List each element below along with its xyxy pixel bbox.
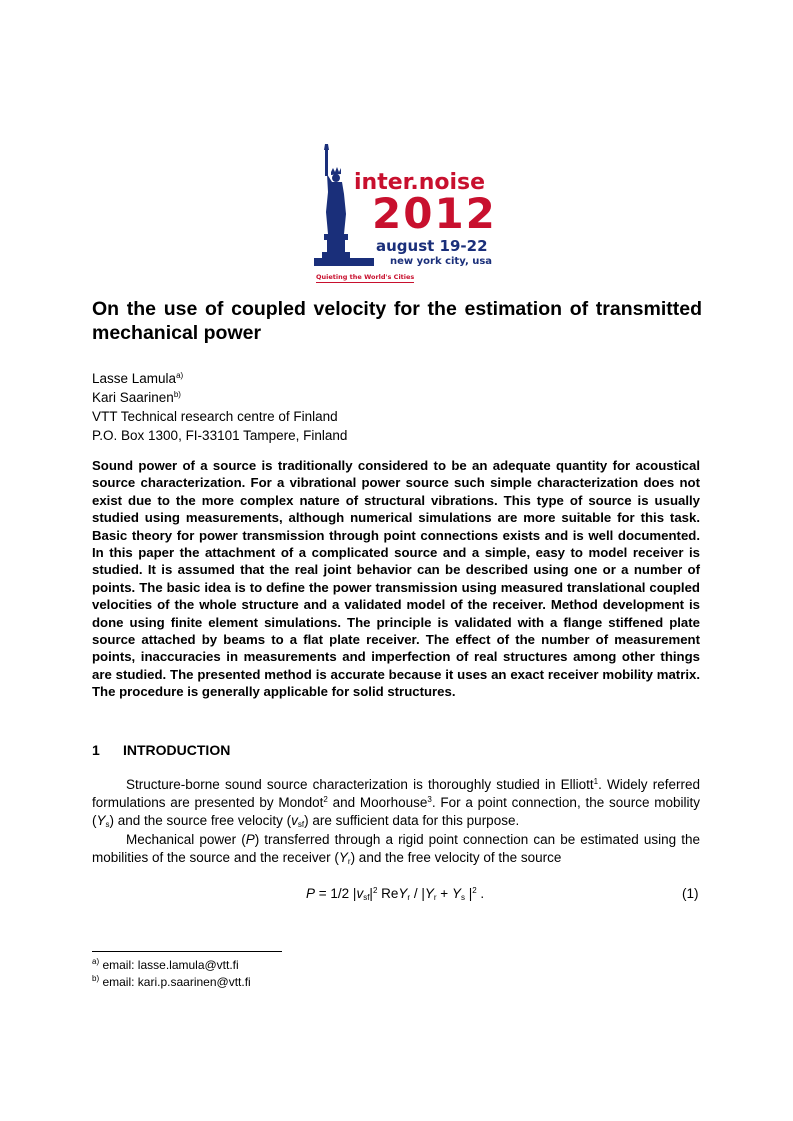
eq-symbol: v <box>356 886 364 901</box>
author-name: Lasse Lamula <box>92 371 177 386</box>
logo-year: 2012 <box>372 189 497 238</box>
text-run: . For a point connection, the source mobility ( <box>92 795 700 829</box>
logo-city: new york city, usa <box>390 256 493 267</box>
section-number: 1 <box>92 742 100 758</box>
footnote-divider <box>92 951 282 952</box>
footnote-text: email: kari.p.saarinen@vtt.fi <box>99 975 251 989</box>
eq-subscript: r <box>433 893 437 902</box>
equation-number: (1) <box>682 886 699 901</box>
subscript: sf <box>297 820 305 830</box>
logo-tagline: Quieting the World's Cities <box>316 273 415 281</box>
footnotes <box>92 957 251 991</box>
symbol: Y <box>96 813 106 829</box>
paragraph <box>92 776 700 831</box>
footnote-mark: b) <box>92 974 100 983</box>
eq-text: = 1/2 | <box>315 886 357 901</box>
section-title: INTRODUCTION <box>123 742 231 758</box>
text-run: ) are sufficient data for this purpose. <box>304 813 520 829</box>
eq-superscript: 2 <box>472 886 477 895</box>
body-text <box>92 776 700 867</box>
text-run: ) transferred through a rigid point connection can be estimated using the mobilities of the source and the receiver ( <box>92 831 700 865</box>
footnote-text: email: lasse.lamula@vtt.fi <box>99 958 239 972</box>
affiliation-line: VTT Technical research centre of Finland <box>92 409 338 424</box>
eq-symbol: P <box>306 886 316 901</box>
eq-symbol: Y <box>398 886 408 901</box>
text-run: Mechanical power ( <box>126 831 246 847</box>
footnote-mark: a) <box>92 957 100 966</box>
citation: 1 <box>593 777 599 786</box>
logo-name: inter.noise <box>354 170 486 195</box>
symbol: P <box>245 831 255 847</box>
eq-subscript: r <box>407 893 411 902</box>
eq-text: . <box>476 886 485 901</box>
eq-text: | <box>464 886 473 901</box>
footnote <box>92 957 251 974</box>
eq-text: | <box>369 886 373 901</box>
eq-text: Re <box>377 886 399 901</box>
author-1 <box>92 369 347 388</box>
eq-subscript: sf <box>363 893 370 902</box>
abstract: Sound power of a source is traditionally considered to be an adequate quantity for acoustical source characterization. For a vibrational power source such simple characterization does not exist due to the more complex nature of structural vibrations. This type of source is usually studied using measurements, although numerical simulations are more suitable for this task. Basic theory for power transmission through point connections exists and is well documented. In this paper the attachment of a complicated source and a simple, easy to model receiver is studied. It is assumed that the real joint behavior can be described using one or a number of points. The basic idea is to define the power transmission using measured translational coupled velocities of the whole structure and a validated model of the receiver. Method development is done using finite element simulations. The principle is validated with a flange stiffened plate source attached by beams to a flat plate receiver. The effect of the number of measurement points, inaccuracies in measurements and imperfection of real structures among other things are studied. The presented method is accurate because it uses an exact receiver mobility matrix. The procedure is generally applicable for solid structures. <box>92 458 700 700</box>
conference-logo <box>310 142 500 284</box>
eq-superscript: 2 <box>372 886 378 895</box>
subscript: s <box>105 820 110 830</box>
text-run: ) and the source free velocity ( <box>109 813 292 829</box>
eq-subscript: s <box>460 893 465 902</box>
equation <box>306 886 484 901</box>
citation: 2 <box>323 795 328 805</box>
logo-dates: august 19-22 <box>376 237 488 255</box>
text-run: Structure-borne sound source characterization is thoroughly studied in Elliott <box>126 777 594 792</box>
eq-symbol: Y <box>451 886 461 901</box>
statue-of-liberty-icon <box>310 142 374 270</box>
paper-title: On the use of coupled velocity for the estimation of transmitted mechanical power <box>92 298 702 344</box>
author-mark: a) <box>176 371 184 380</box>
eq-text: / | <box>410 886 425 901</box>
subscript: r <box>347 856 351 866</box>
symbol: v <box>291 813 298 829</box>
affiliation-line: P.O. Box 1300, FI-33101 Tampere, Finland <box>92 428 348 443</box>
footnote <box>92 974 251 991</box>
eq-text: + <box>436 886 452 901</box>
text-run: . Widely referred formulations are presented by Mondot <box>92 777 701 811</box>
section-heading <box>92 742 230 758</box>
text-run: ) and the free velocity of the source <box>350 849 562 865</box>
author-mark: b) <box>173 390 181 399</box>
author-2 <box>92 388 347 407</box>
paragraph <box>92 831 700 867</box>
text-run: and Moorhouse <box>327 795 428 811</box>
eq-symbol: Y <box>424 886 434 901</box>
citation: 3 <box>427 795 432 805</box>
author-name: Kari Saarinen <box>92 390 174 405</box>
author-block <box>92 369 347 445</box>
symbol: Y <box>338 849 348 865</box>
